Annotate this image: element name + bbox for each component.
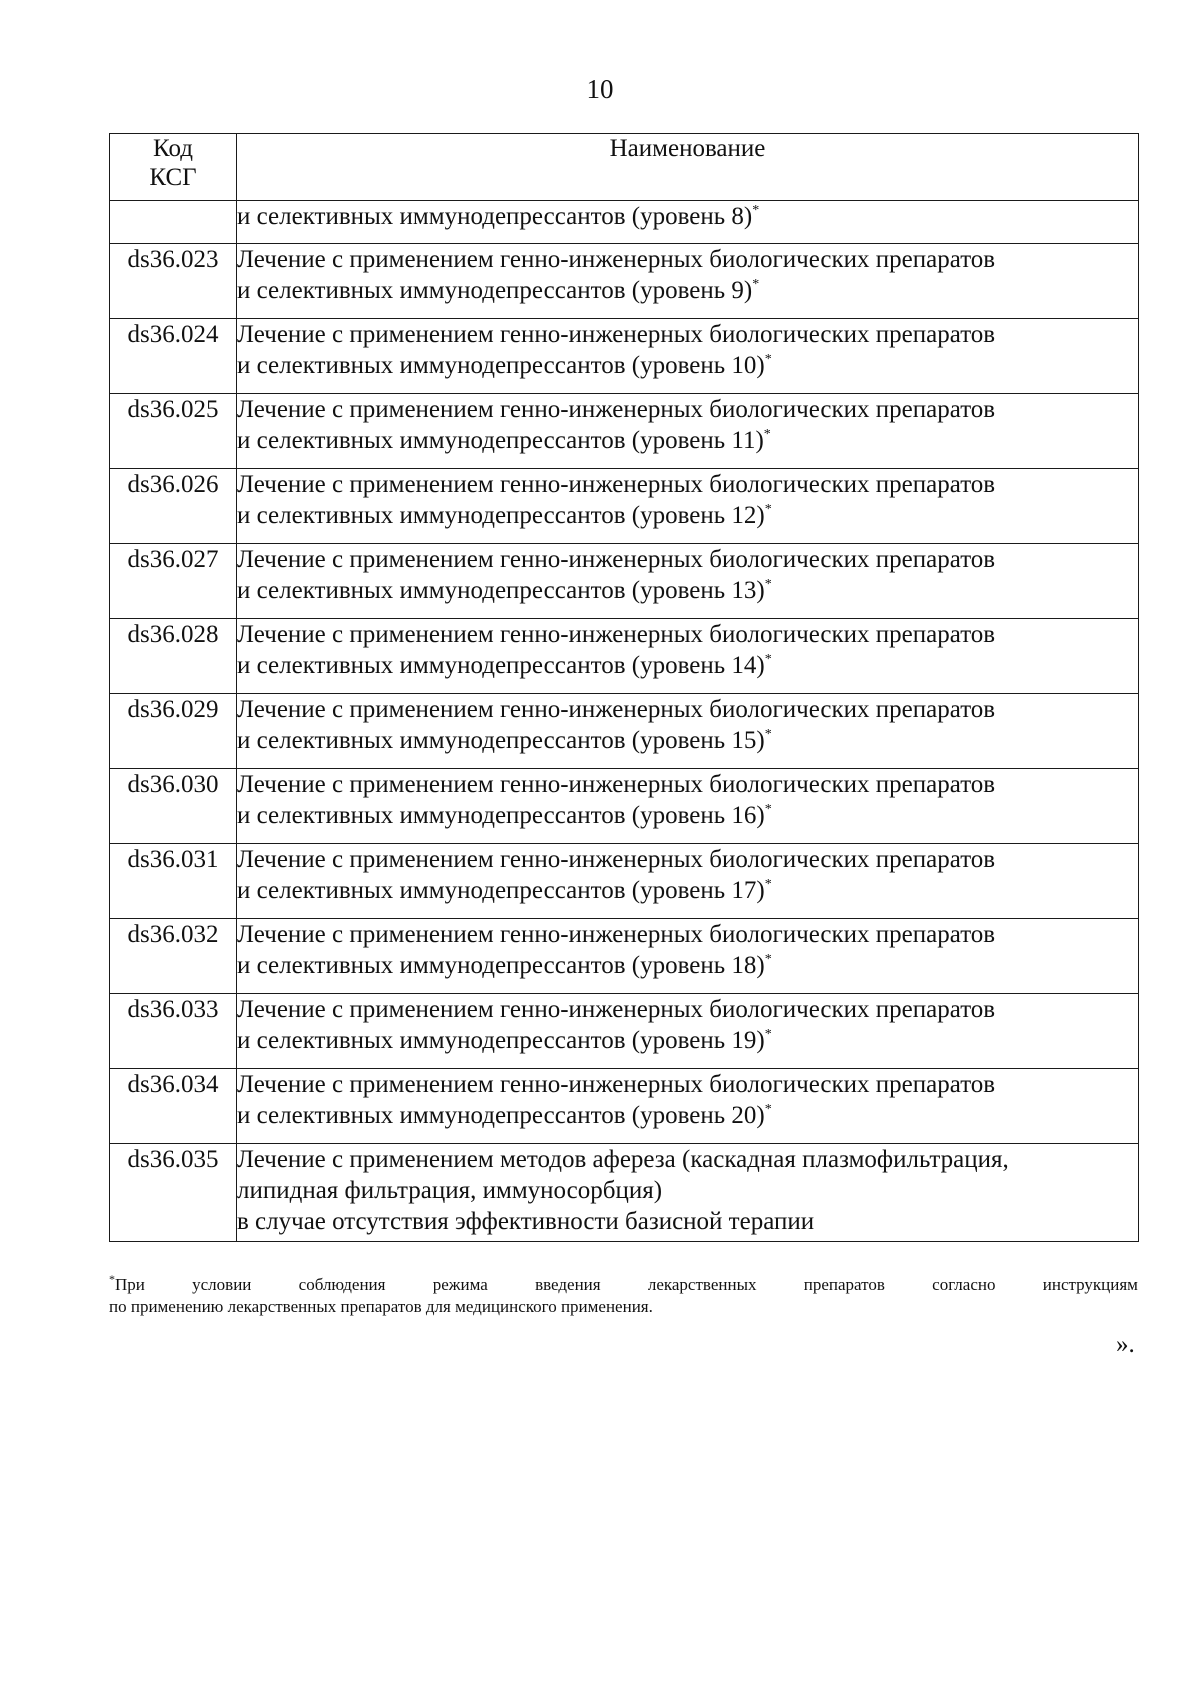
row-name-line1: Лечение с применением методов афереза (каскадная плазмофильтрация, (237, 1146, 1009, 1173)
table-row (110, 844, 1139, 919)
footnote-word (192, 1274, 251, 1296)
footnote-mark: * (764, 877, 772, 892)
header-code-line2: КСГ (149, 164, 197, 191)
table-row (110, 994, 1139, 1069)
footnote-word-text: препаратов (803, 1275, 885, 1294)
table-row-continuation (110, 201, 1139, 244)
footnote-word-text: инструкциям (1042, 1275, 1138, 1294)
row-name-line2: и селективных иммунодепрессантов (уровень 17) (237, 877, 765, 904)
footnote-word (648, 1274, 757, 1296)
row-name-line2: и селективных иммунодепрессантов (уровень 10) (237, 352, 765, 379)
row-name-line2: и селективных иммунодепрессантов (уровень 20) (237, 1102, 765, 1129)
table-row (110, 619, 1139, 694)
table-row (110, 694, 1139, 769)
footnote-mark: * (764, 652, 772, 667)
row-name-line1: Лечение с применением генно-инженерных биологических препаратов (237, 471, 996, 498)
footnote-word (535, 1274, 601, 1296)
row-name (237, 244, 1139, 319)
footnote-word (109, 1274, 145, 1296)
table-row (110, 469, 1139, 544)
row-name-line2: и селективных иммунодепрессантов (уровень 13) (237, 577, 765, 604)
row-name-line1: Лечение с применением генно-инженерных биологических препаратов (237, 696, 996, 723)
row-name (237, 919, 1139, 994)
row-code: ds36.035 (110, 1144, 237, 1242)
row-name (237, 544, 1139, 619)
row-code: ds36.032 (110, 919, 237, 994)
footnote-word (1043, 1274, 1138, 1296)
footnote-mark: * (752, 203, 760, 218)
header-code-cell (110, 134, 237, 201)
row-code: ds36.024 (110, 319, 237, 394)
closing-quote-mark: ». (1116, 1331, 1135, 1358)
row-code: ds36.033 (110, 994, 237, 1069)
table-header-row (110, 134, 1139, 201)
header-name-cell: Наименование (237, 134, 1139, 201)
row-code: ds36.030 (110, 769, 237, 844)
row-name (237, 994, 1139, 1069)
row-name (237, 319, 1139, 394)
page-number: 10 (586, 74, 614, 104)
footnote-mark: * (752, 277, 760, 292)
row-name-line: и селективных иммунодепрессантов (уровень 8) (237, 203, 753, 230)
footnote-word-text: соблюдения (298, 1275, 386, 1294)
row-code: ds36.034 (110, 1069, 237, 1144)
table-row (110, 769, 1139, 844)
table-row (110, 319, 1139, 394)
row-name-line1: Лечение с применением генно-инженерных биологических препаратов (237, 846, 996, 873)
row-name-line3: в случае отсутствия эффективности базисной терапии (237, 1208, 815, 1235)
row-name (237, 201, 1139, 244)
footnote-line1 (109, 1274, 1138, 1296)
footnote (109, 1274, 1138, 1318)
row-name-line1: Лечение с применением генно-инженерных биологических препаратов (237, 246, 996, 273)
footnote-word-text: согласно (932, 1275, 996, 1294)
row-name-line1: Лечение с применением генно-инженерных биологических препаратов (237, 396, 996, 423)
row-name (237, 619, 1139, 694)
footnote-word-text: условии (192, 1275, 252, 1294)
row-name (237, 469, 1139, 544)
footnote-mark: * (764, 577, 772, 592)
row-name (237, 694, 1139, 769)
footnote-word (433, 1274, 488, 1296)
table-row (110, 919, 1139, 994)
table-row (110, 394, 1139, 469)
table-body (110, 201, 1139, 1242)
row-name-line1: Лечение с применением генно-инженерных биологических препаратов (237, 1071, 996, 1098)
row-name-line2: и селективных иммунодепрессантов (уровень 14) (237, 652, 765, 679)
row-code: ds36.028 (110, 619, 237, 694)
row-name-line2: липидная фильтрация, иммуносорбция) (237, 1177, 663, 1204)
row-name-line2: и селективных иммунодепрессантов (уровень 12) (237, 502, 765, 529)
row-code: ds36.026 (110, 469, 237, 544)
table-row-last (110, 1144, 1139, 1242)
row-code: ds36.027 (110, 544, 237, 619)
table-row (110, 244, 1139, 319)
footnote-word (932, 1274, 995, 1296)
footnote-line2: по применению лекарственных препаратов для медицинского применения. (109, 1297, 653, 1316)
footnote-mark: * (764, 727, 772, 742)
row-name-line1: Лечение с применением генно-инженерных биологических препаратов (237, 546, 996, 573)
row-name-line1: Лечение с применением генно-инженерных биологических препаратов (237, 771, 996, 798)
footnote-mark: * (763, 427, 771, 442)
row-name (237, 769, 1139, 844)
row-name-line2: и селективных иммунодепрессантов (уровень 19) (237, 1027, 765, 1054)
row-name-line1: Лечение с применением генно-инженерных биологических препаратов (237, 621, 996, 648)
table-row (110, 1069, 1139, 1144)
footnote-word (804, 1274, 885, 1296)
header-code-line1: Код (153, 135, 193, 162)
footnote-mark: * (764, 802, 772, 817)
footnote-word-text: режима (432, 1275, 488, 1294)
row-name-line2: и селективных иммунодепрессантов (уровень 18) (237, 952, 765, 979)
row-name (237, 1069, 1139, 1144)
row-name-line2: и селективных иммунодепрессантов (уровень 15) (237, 727, 765, 754)
row-name (237, 1144, 1139, 1242)
footnote-mark: * (764, 502, 772, 517)
row-code: ds36.025 (110, 394, 237, 469)
ksg-table (109, 133, 1139, 1242)
footnote-word-text: введения (535, 1275, 601, 1294)
row-name-line2: и селективных иммунодепрессантов (уровень 9) (237, 277, 753, 304)
row-name-line1: Лечение с применением генно-инженерных биологических препаратов (237, 321, 996, 348)
row-code (110, 201, 237, 244)
footnote-mark: * (764, 352, 772, 367)
footnote-mark: * (764, 952, 772, 967)
row-name-line1: Лечение с применением генно-инженерных биологических препаратов (237, 996, 996, 1023)
row-name-line1: Лечение с применением генно-инженерных биологических препаратов (237, 921, 996, 948)
row-name (237, 844, 1139, 919)
row-code: ds36.023 (110, 244, 237, 319)
row-code: ds36.031 (110, 844, 237, 919)
row-code: ds36.029 (110, 694, 237, 769)
footnote-word-text: При (115, 1275, 145, 1294)
row-name-line2: и селективных иммунодепрессантов (уровень 16) (237, 802, 765, 829)
footnote-word (299, 1274, 386, 1296)
footnote-mark: * (109, 1272, 115, 1286)
footnote-word-text: лекарственных (647, 1275, 757, 1294)
row-name (237, 394, 1139, 469)
footnote-mark: * (764, 1102, 772, 1117)
footnote-mark: * (764, 1027, 772, 1042)
table-row (110, 544, 1139, 619)
row-name-line2: и селективных иммунодепрессантов (уровень 11) (237, 427, 764, 454)
